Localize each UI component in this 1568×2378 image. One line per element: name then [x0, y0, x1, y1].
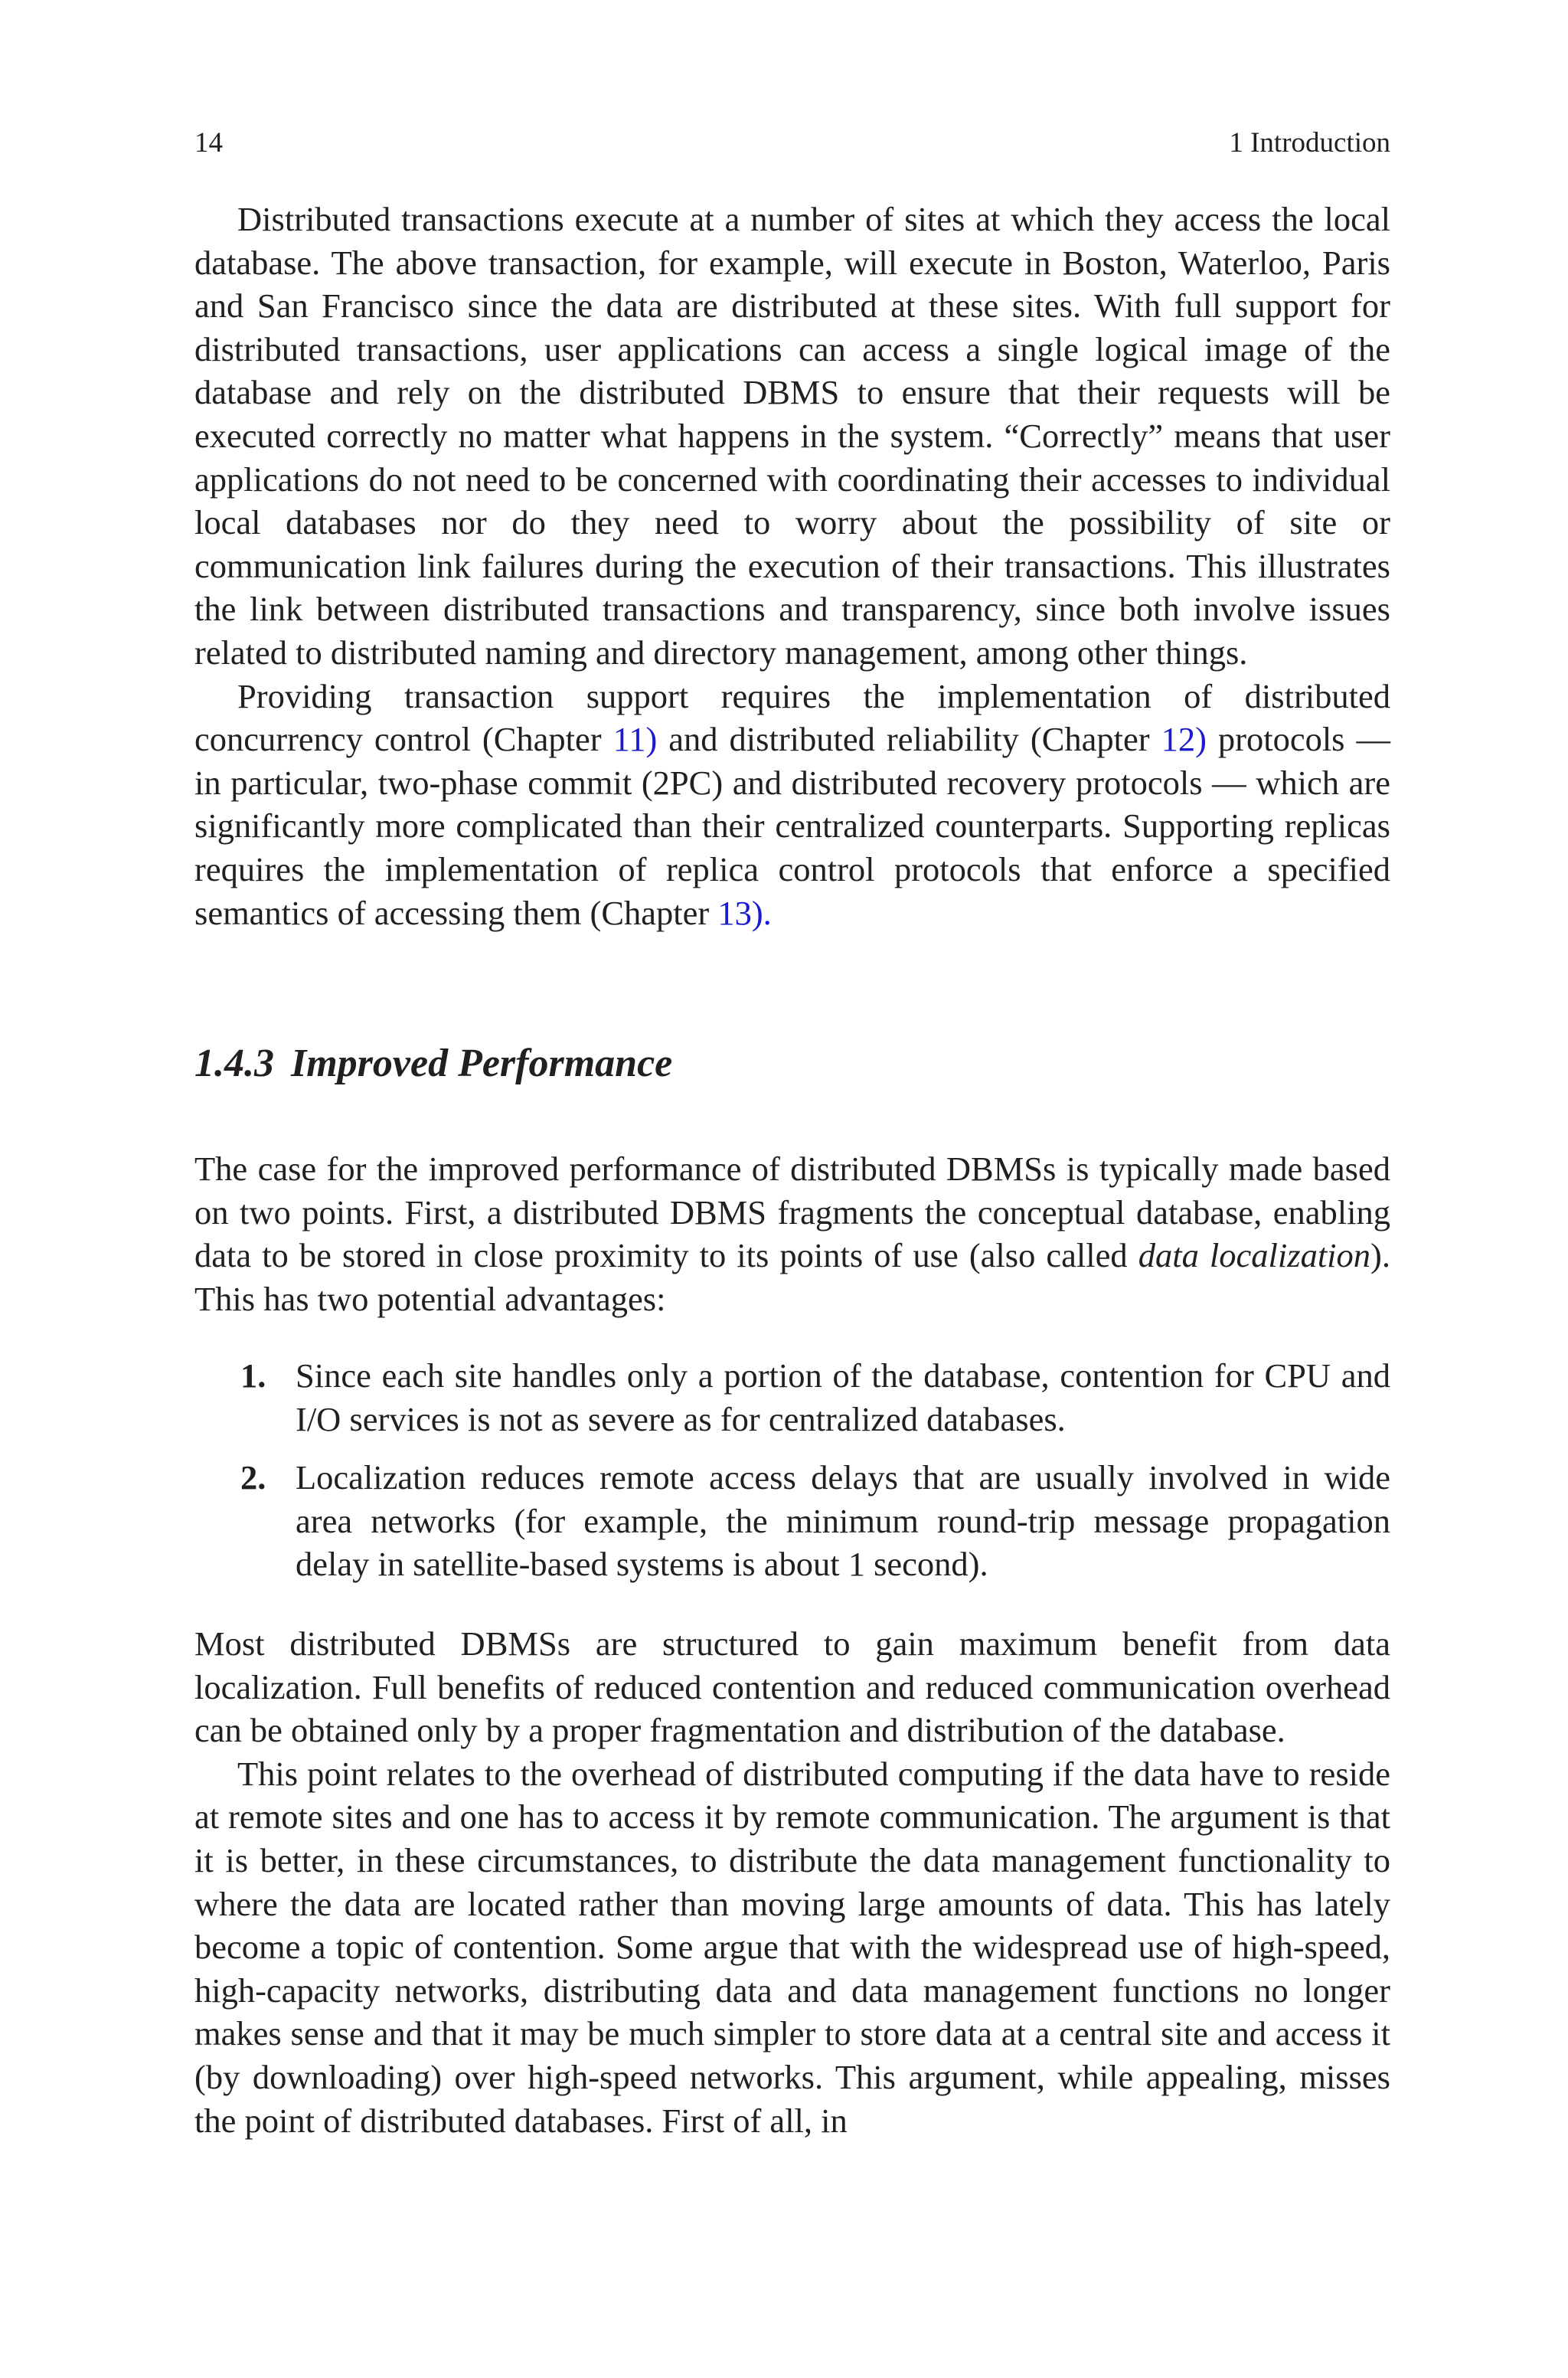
- chapter-13-link[interactable]: 13).: [717, 893, 772, 932]
- list-item-text: Since each site handles only a portion of the database, contention for CPU and I/O services is not as severe as for centralized databases.: [296, 1356, 1390, 1438]
- paragraph-transaction-support: [194, 675, 1390, 935]
- emphasized-term: data localization: [1138, 1236, 1371, 1275]
- performance-intro-block: [194, 1147, 1390, 1320]
- chapter-title: 1 Introduction: [1229, 127, 1390, 159]
- paragraph-text: The case for the improved performance of distributed DBMSs is typically made based on two points. First, a distributed DBMS fragments the conceptual database, enabling data to be stored in close proximity to its points of use (also called: [194, 1150, 1390, 1275]
- list-item: [194, 1354, 1390, 1441]
- section-heading: [194, 1037, 1390, 1091]
- page-number: 14: [194, 127, 223, 159]
- list-item-text: Localization reduces remote access delays that are usually involved in wide area networks (for example, the minimum round-trip message propagation delay in satellite-based systems is about 1 second).: [296, 1458, 1390, 1584]
- list-marker: 2.: [240, 1458, 266, 1497]
- paragraph-text: protocols — in particular, two-phase commit (2PC) and distributed recovery protocols — which are significantly more complicated than their centralized counterparts. Supporting replicas requires the implementation of replica control protocols that enforce a specified semantics of accessing them (Chapter: [194, 720, 1390, 932]
- section-number: 1.4.3: [194, 1042, 274, 1085]
- paragraph-data-localization: Most distributed DBMSs are structured to gain maximum benefit from data localization. Full benefits of reduced contention and reduced communication overhead can be obtained only by a proper fragmentation and distribution of the database.: [194, 1624, 1390, 1750]
- list-marker: 1.: [240, 1356, 266, 1395]
- paragraph-distributed-transactions: Distributed transactions execute at a number of sites at which they access the local database. The above transaction, for example, will execute in Boston, Waterloo, Paris and San Francisco since the data are distributed at these sites. With full support for distributed transactions, user applications can access a single logical image of the database and rely on the distributed DBMS to ensure that their requests will be executed correctly no matter what happens in the system. “Correctly” means that user applications do not need to be concerned with coordinating their accesses to individual local databases nor do they need to worry about the possibility of site or communication link failures during the execution of their transactions. This illustrates the link between distributed transactions and transparency, since both involve issues related to distributed naming and directory management, among other things.: [194, 200, 1390, 672]
- list-item: [194, 1456, 1390, 1586]
- chapter-12-link[interactable]: 12): [1161, 720, 1207, 759]
- paragraph-overhead: This point relates to the overhead of distributed computing if the data have to reside at remote sites and one has to access it by remote communication. The argument is that it is better, in these circumstances, to distribute the data management functionality to where the data are located rather than moving large amounts of data. This has lately become a topic of contention. Some argue that with the widespread use of high-speed, high-capacity networks, distributing data and data management functions no longer makes sense and that it may be much simpler to store data at a central site and access it (by downloading) over high-speed networks. This argument, while appealing, misses the point of distributed databases. First of all, in: [194, 1754, 1390, 2140]
- running-head: [194, 124, 1390, 162]
- performance-discussion-block: [194, 1622, 1390, 2142]
- paragraph-text: and distributed reliability (Chapter: [657, 720, 1161, 759]
- paragraph-text: Providing transaction support requires the implementation of distributed concurrency control (Chapter: [194, 676, 1390, 759]
- section-title: Improved Performance: [291, 1042, 673, 1085]
- transactions-text-block: [194, 198, 1390, 934]
- paragraph-performance-case: [194, 1147, 1390, 1320]
- paragraph-text: ). This has two potential advantages:: [194, 1236, 1390, 1318]
- advantages-list: [194, 1354, 1390, 1601]
- chapter-11-link[interactable]: 11): [612, 720, 658, 759]
